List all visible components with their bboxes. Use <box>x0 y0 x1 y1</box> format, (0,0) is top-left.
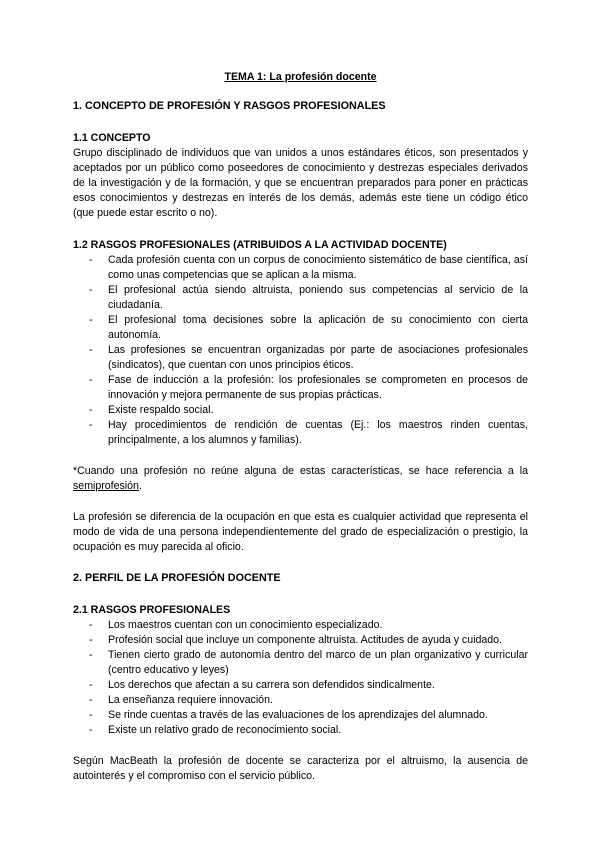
list-item: - Existe un relativo grado de reconocimiento social. <box>73 723 528 738</box>
macbeath-text: Según MacBeath la profesión de docente se caracteriza por el altruismo, la ausencia de autointerés y el compromiso con el servicio público. <box>73 755 528 782</box>
list-item: - Existe respaldo social. <box>73 403 528 418</box>
list-item: - Cada profesión cuenta con un corpus de conocimiento sistemático de base científica, así como unas competencias que se aplican a la misma. <box>73 253 528 283</box>
list-item: - Tienen cierto grado de autonomía dentro del marco de un plan organizativo y curricular (centro educativo y leyes) <box>73 648 528 678</box>
concept-heading: 1.1 CONCEPTO <box>73 132 151 144</box>
list-item: - Las profesiones se encuentran organizadas por parte de asociaciones profesionales (sindicatos), que cuentan con unos principios éticos. <box>73 343 528 373</box>
section-1-heading: 1. CONCEPTO DE PROFESIÓN Y RASGOS PROFESIONALES <box>73 100 386 112</box>
list-item: - Los maestros cuentan con un conocimiento especializado. <box>73 618 528 633</box>
note-text: *Cuando una profesión no reúne alguna de estas características, se hace referencia a la <box>73 465 528 477</box>
traits-list-1 <box>73 253 528 448</box>
list-item: - Profesión social que incluye un componente altruista. Actitudes de ayuda y cuidado. <box>73 633 528 648</box>
occupation-text: La profesión se diferencia de la ocupación en que esta es cualquier actividad que representa el modo de vida de una persona independientemente del grado de especialización o prestigio, la ocupación es muy parecida al oficio. <box>73 511 528 553</box>
note-end: . <box>138 480 142 492</box>
semiprofesion-term: semiprofesión <box>73 480 139 492</box>
list-item: - El profesional toma decisiones sobre la aplicación de su conocimiento con cierta autonomía. <box>73 313 528 343</box>
concept-text: Grupo disciplinado de individuos que van unidos a unos estándares éticos, son presentados y aceptados por un público como poseedores de conocimiento y destrezas especiales derivados de la investigación y de la formación, y que se encuentran preparados para poner en prácticas esos conocimientos y destrezas en interés de los demás, además este tiene un código ético (que puede estar escrito o no). <box>73 147 528 219</box>
section-2-heading: 2. PERFIL DE LA PROFESIÓN DOCENTE <box>73 572 281 584</box>
list-item: - La enseñanza requiere innovación. <box>73 693 528 708</box>
list-item: - Fase de inducción a la profesión: los profesionales se comprometen en procesos de innovación y mejora permanente de sus propias prácticas. <box>73 373 528 403</box>
document-title: TEMA 1: La profesión docente <box>224 71 377 83</box>
traits-list-2 <box>73 618 528 738</box>
traits-heading-2: 2.1 RASGOS PROFESIONALES <box>73 604 231 616</box>
list-item: - Hay procedimientos de rendición de cuentas (Ej.: los maestros rinden cuentas, principalmente, a los alumnos y familias). <box>73 418 528 448</box>
list-item: - Se rinde cuentas a través de las evaluaciones de los aprendizajes del alumnado. <box>73 708 528 723</box>
list-item: - Los derechos que afectan a su carrera son defendidos sindicalmente. <box>73 678 528 693</box>
document-page <box>73 70 528 784</box>
traits-heading-1: 1.2 RASGOS PROFESIONALES (ATRIBUIDOS A LA ACTIVIDAD DOCENTE) <box>73 239 447 251</box>
list-item: - El profesional actúa siendo altruista, poniendo sus competencias al servicio de la ciudadanía. <box>73 283 528 313</box>
semiprofession-note <box>73 464 528 494</box>
